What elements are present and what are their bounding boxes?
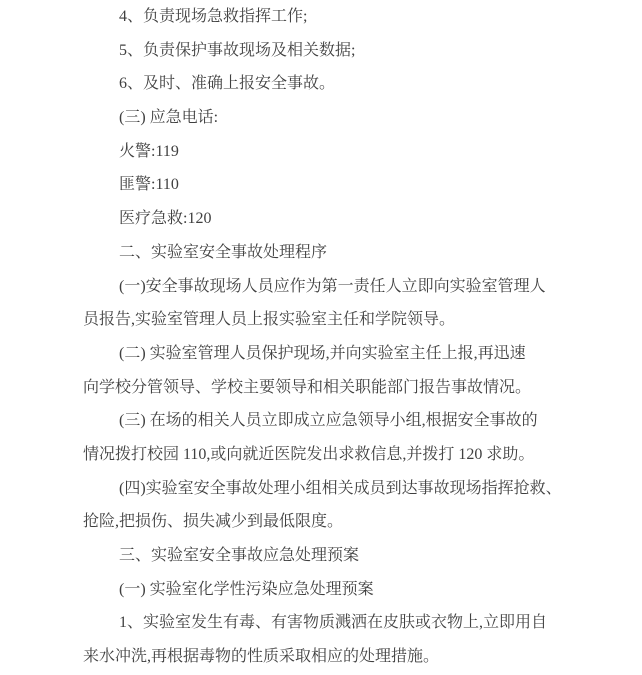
text-line: (三) 在场的相关人员立即成立应急领导小组,根据安全事故的 bbox=[119, 412, 538, 430]
text-line: 员报告,实验室管理人员上报实验室主任和学院领导。 bbox=[83, 311, 456, 329]
text-line: (二) 实验室管理人员保护现场,并向实验室主任上报,再迅速 bbox=[119, 344, 526, 362]
text-line: (三) 应急电话: bbox=[119, 109, 219, 127]
text-line: 6、及时、准确上报安全事故。 bbox=[119, 75, 336, 93]
text-line: 医疗急救:120 bbox=[119, 210, 212, 228]
text-line: 1、实验室发生有毒、有害物质溅洒在皮肤或衣物上,立即用自 bbox=[119, 614, 548, 632]
text-line: 5、负责保护事故现场及相关数据; bbox=[119, 41, 356, 59]
text-line: (一) 实验室化学性污染应急处理预案 bbox=[119, 580, 374, 598]
text-line: 二、实验室安全事故处理程序 bbox=[119, 243, 328, 261]
text-line: 匪警:110 bbox=[119, 176, 179, 194]
text-line: 4、负责现场急救指挥工作; bbox=[119, 8, 308, 25]
text-line: 情况拨打校园 110,或向就近医院发出求救信息,并拨打 120 求助。 bbox=[83, 445, 535, 463]
text-line: (四)实验室安全事故处理小组相关成员到达事故现场指挥抢救、 bbox=[119, 479, 562, 497]
text-line: (一)安全事故现场人员应作为第一责任人立即向实验室管理人 bbox=[119, 277, 546, 295]
text-line: 抢险,把损伤、损失减少到最低限度。 bbox=[83, 513, 344, 531]
document-body bbox=[83, 0, 583, 674]
text-line: 火警:119 bbox=[119, 142, 179, 160]
text-line: 来水冲洗,再根据毒物的性质采取相应的处理措施。 bbox=[83, 648, 440, 666]
text-line: 三、实验室安全事故应急处理预案 bbox=[119, 547, 360, 564]
text-line: 向学校分管领导、学校主要领导和相关职能部门报告事故情况。 bbox=[83, 378, 532, 396]
